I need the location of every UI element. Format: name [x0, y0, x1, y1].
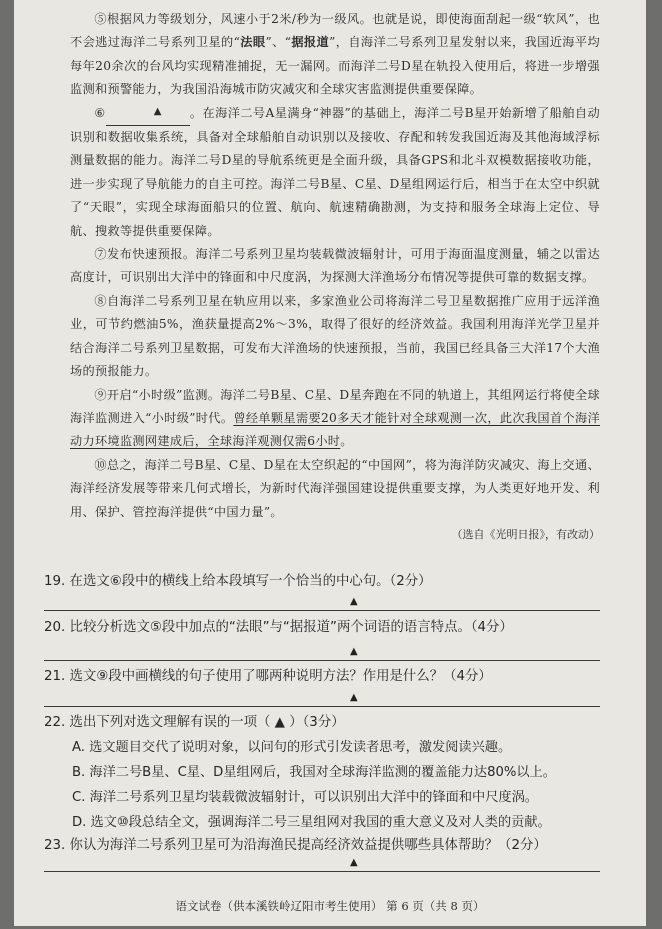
question-22-text: 22. 选出下列对选文理解有误的一项（ ▲ ）（3分）: [44, 715, 345, 730]
answer-marker: ▲: [350, 596, 358, 607]
answer-line-21[interactable]: [44, 705, 600, 707]
question-21: [44, 667, 604, 687]
option-b[interactable]: B. 海洋二号B星、C星、D星组网后，我国对全球海洋监测的覆盖能力达80%以上。: [72, 765, 556, 780]
p6-blank[interactable]: [106, 102, 190, 126]
answer-line-19[interactable]: [44, 609, 600, 611]
option-a[interactable]: A. 选文题目交代了说明对象，以问句的形式引发读者思考，激发阅读兴趣。: [72, 740, 512, 755]
p5-text: ⑤根据风力等级划分，风速小于2米/秒为一级风。也就是说，即使海面刮起一级“软风”，也不会逃过海洋二号系列卫星的“: [70, 12, 600, 50]
question-21-text: 21. 选文⑨段中画横线的句子使用了哪两种说明方法？作用是什么？（4分）: [44, 669, 492, 684]
answer-marker: ▲: [350, 692, 358, 703]
source-note: （选自《光明日报》，有改动）: [451, 527, 600, 541]
paragraph-9: [70, 384, 600, 454]
question-23-text: 23. 你认为海洋二号系列卫星可为沿海渔民提高经济效益提供哪些具体帮助？（2分）: [44, 838, 547, 853]
answer-marker: ▲: [350, 857, 358, 868]
p5-dotted-word-1: 法眼: [240, 35, 266, 50]
answer-line-20[interactable]: [44, 659, 600, 661]
question-19-text: 19. 在选文⑥段中的横线上给本段填写一个恰当的中心句。（2分）: [44, 574, 432, 589]
answer-marker: ▲: [153, 105, 162, 117]
paragraph-5: [70, 8, 600, 102]
p6-text: 。在海洋二号A星满身“神器”的基础上，海洋二号B星开始新增了船舶自动识别和数据收集系统，具备对全球船舶自动识别以及接收、存配和转发我国近海及其他海域浮标测量数据的能力。海洋二号D星的导航系统更是全面升级，具备GPS和北斗双模数据接收功能，进一步实现了导航能力的自主可控。海洋二号B星、C星、D星组网运行后，相当于在太空中织就了“天眼”，实现全球海面船只的位置、航向、航速精确勘测，为支持和服务全球海上定位、导航、搜救等提供重要保障。: [70, 105, 600, 238]
p9-text: ⑨开启“小时级”监测。海洋二号B星、C星、D星奔跑在不同的轨道上，其组网运行将使全球海洋监测进入“小时级”时代。: [70, 387, 600, 425]
p5-dotted-word-2: 据报道: [291, 35, 330, 50]
option-d[interactable]: D. 选文⑩段总结全文，强调海洋二号三星组网对我国的重大意义及对人类的贡献。: [72, 815, 551, 830]
question-22: [44, 713, 604, 733]
page-footer: 语文试卷（供本溪铁岭辽阳市考生使用） 第 6 页（共 8 页）: [175, 899, 485, 913]
paragraph-6: [70, 102, 600, 243]
question-20: [44, 618, 604, 638]
reading-passage: [70, 8, 600, 548]
answer-marker: ▲: [350, 646, 358, 657]
question-19: [44, 572, 604, 592]
paragraph-7: ⑦发布快速预报。海洋二号系列卫星均装载微波辐射计，可用于海面温度测量，辅之以雷达高度计，可识别出大洋中的锋面和中尺度涡，为探测大洋渔场分布情况等提供可靠的数据支撑。: [70, 247, 600, 285]
question-20-text: 20. 比较分析选文⑤段中加点的“法眼”与“据报道”两个词语的语言特点。（4分）: [44, 620, 513, 635]
p5-text-rest: ”，自海洋二号系列卫星发射以来，我国近海平均每年20余次的台风均实现精准捕捉，无一漏网。而海洋二号D星在轨投入使用后，将进一步增强监测和预警能力，为我国沿海城市防灾减灾和全球灾害监测提供重要保障。: [70, 35, 600, 97]
p9-underlined-sentence: 曾经单颗星需要20多天才能针对全球观测一次，此次我国首个海洋动力环境监测网建成后，全球海洋观测仅需6小时: [70, 410, 600, 449]
paragraph-10: ⑩总之，海洋二号B星、C星、D星在太空织起的“中国网”，将为海洋防灾减灾、海上交通、海洋经济发展等带来几何式增长，为新时代海洋强国建设提供重要支撑，为人类更好地开发、利用、保护、管控海洋提供“中国力量”。: [70, 457, 600, 519]
exam-page: [14, 0, 646, 926]
option-c[interactable]: C. 海洋二号系列卫星均装载微波辐射计，可以识别出大洋中的锋面和中尺度涡。: [72, 790, 538, 805]
answer-line-23[interactable]: [44, 870, 600, 872]
p5-text-mid: ”、“: [265, 35, 292, 50]
paragraph-8: ⑧自海洋二号系列卫星在轨应用以来，多家渔业公司将海洋二号卫星数据推广应用于远洋渔业，可节约燃油5%，渔获量提高2%～3%，取得了很好的经济效益。我国利用海洋光学卫星并结合海洋二号系列卫星数据，可发布大洋渔场的快速预报，当前，我国已经具备三大洋17个大渔场的预报能力。: [70, 293, 600, 379]
question-23: [44, 836, 604, 856]
p9-end: 。: [340, 434, 353, 449]
p6-label: ⑥: [94, 105, 106, 120]
